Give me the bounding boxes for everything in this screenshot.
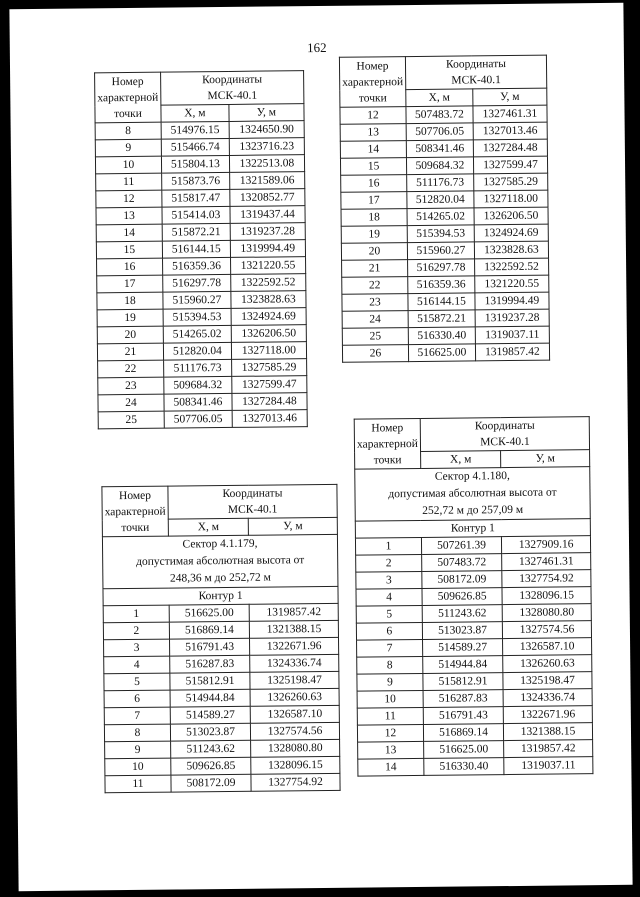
y-cell: 1324650.90 (229, 121, 304, 139)
point-number-cell: 22 (98, 360, 164, 378)
x-cell: 512820.04 (407, 191, 474, 209)
y-cell: 1328096.15 (251, 756, 340, 774)
x-cell: 515872.21 (162, 223, 230, 241)
coordinates-table-3 (101, 484, 340, 793)
y-cell: 1326206.50 (231, 325, 306, 343)
table-header (102, 484, 338, 605)
x-cell: 509684.32 (164, 376, 232, 394)
point-number-cell: 20 (341, 243, 407, 261)
x-cell: 516287.83 (423, 690, 503, 708)
y-cell: 1319857.42 (249, 603, 338, 621)
y-cell: 1327754.92 (502, 570, 591, 588)
x-cell: 514944.84 (423, 656, 503, 674)
sector-caption: Сектор 4.1.179, допустимая абсолютная высота от 248,36 м до 252,72 м (102, 534, 338, 588)
point-number-cell: 10 (105, 758, 171, 776)
point-number-cell: 14 (358, 758, 424, 776)
x-cell: 507261.39 (421, 537, 501, 555)
x-cell: 516297.78 (407, 259, 474, 277)
table-row (95, 138, 304, 157)
point-number-cell: 12 (357, 724, 423, 742)
y-cell: 1327909.16 (502, 536, 591, 554)
table-row (341, 224, 548, 243)
y-cell: 1328080.80 (251, 739, 340, 757)
y-header: У, м (248, 517, 337, 535)
x-cell: 511243.62 (422, 605, 502, 623)
y-cell: 1324336.74 (250, 654, 339, 672)
x-cell: 516297.78 (163, 274, 231, 292)
y-header: У, м (229, 104, 304, 122)
x-header: X, м (161, 104, 229, 122)
point-number-cell: 23 (98, 377, 164, 395)
point-number-cell: 19 (341, 226, 407, 244)
y-cell: 1319237.28 (475, 309, 549, 327)
table-row (98, 410, 307, 429)
y-cell: 1327574.56 (503, 621, 592, 639)
y-cell: 1327599.47 (473, 156, 547, 174)
table-row (95, 121, 304, 140)
y-cell: 1326206.50 (474, 207, 548, 225)
y-cell: 1319037.11 (475, 326, 549, 344)
y-cell: 1319037.11 (504, 757, 593, 775)
y-cell: 1319994.49 (475, 292, 549, 310)
x-cell: 515812.91 (423, 673, 503, 691)
y-cell: 1325198.47 (250, 671, 339, 689)
table-row (95, 155, 304, 174)
x-cell: 507706.05 (406, 123, 473, 141)
y-cell: 1327013.46 (473, 122, 547, 140)
point-number-cell: 23 (342, 294, 408, 312)
point-number-cell: 9 (95, 139, 161, 157)
x-cell: 516625.00 (424, 741, 504, 759)
point-number-cell: 12 (340, 107, 406, 125)
table-row (340, 156, 547, 175)
point-number-cell: 11 (96, 173, 162, 191)
x-cell: 509684.32 (406, 157, 473, 175)
table-row (96, 223, 305, 242)
coordinates-table-4 (354, 416, 594, 776)
x-cell: 509626.85 (171, 757, 251, 775)
x-cell: 508341.46 (164, 393, 232, 411)
point-number-cell: 6 (104, 690, 170, 708)
y-cell: 1321589.06 (229, 172, 304, 190)
coordinates-header: Координаты МСК-40.1 (168, 484, 337, 519)
point-number-cell: 8 (357, 656, 423, 674)
x-cell: 508341.46 (406, 140, 473, 158)
point-number-cell: 24 (98, 394, 164, 412)
point-number-header: Номер характерной точки (354, 418, 420, 469)
y-cell: 1327585.29 (231, 359, 306, 377)
table-row (96, 189, 305, 208)
point-number-header: Номер характерной точки (102, 486, 168, 537)
table-row (358, 757, 593, 776)
contour-label: Контур 1 (355, 519, 590, 538)
table-row (342, 343, 549, 362)
y-cell: 1322592.52 (231, 274, 306, 292)
y-cell: 1327118.00 (474, 190, 548, 208)
table-row (342, 275, 549, 294)
point-number-cell: 16 (341, 175, 407, 193)
y-cell: 1327118.00 (231, 342, 306, 360)
y-cell: 1328080.80 (502, 604, 591, 622)
coordinates-header: Координаты МСК-40.1 (405, 55, 546, 89)
y-cell: 1321388.15 (249, 620, 338, 638)
point-number-cell: 14 (340, 141, 406, 159)
point-number-cell: 13 (340, 124, 406, 142)
point-number-cell: 21 (97, 343, 163, 361)
point-number-cell: 24 (342, 311, 408, 329)
x-cell: 507706.05 (164, 410, 232, 428)
x-cell: 515804.13 (161, 155, 229, 173)
point-number-cell: 1 (355, 537, 421, 555)
point-number-cell: 13 (358, 741, 424, 759)
x-cell: 515960.27 (163, 291, 231, 309)
x-header: X, м (406, 89, 473, 107)
table-row (341, 241, 548, 260)
table-header (339, 55, 547, 107)
x-cell: 507483.72 (406, 106, 473, 124)
x-cell: 516144.15 (408, 293, 475, 311)
table-row (341, 190, 548, 209)
point-number-cell: 15 (96, 241, 162, 259)
point-number-cell: 6 (356, 622, 422, 640)
point-number-cell: 25 (98, 411, 164, 429)
table-row (97, 274, 306, 293)
table-row (97, 257, 306, 276)
x-cell: 514265.02 (163, 325, 231, 343)
sector-caption: Сектор 4.1.180, допустимая абсолютная высота от 252,72 м до 257,09 м (355, 467, 591, 521)
y-cell: 1326260.63 (503, 655, 592, 673)
y-cell: 1322671.96 (503, 706, 592, 724)
table-row (98, 359, 307, 378)
table-header (354, 417, 590, 538)
x-cell: 514589.27 (422, 639, 502, 657)
point-number-cell: 20 (97, 326, 163, 344)
point-number-cell: 4 (356, 588, 422, 606)
y-cell: 1322513.08 (229, 155, 304, 173)
x-cell: 516625.00 (169, 604, 249, 622)
coordinates-header: Координаты МСК-40.1 (161, 71, 304, 105)
point-number-cell: 18 (341, 209, 407, 227)
point-number-cell: 2 (103, 622, 169, 640)
contour-label: Контур 1 (103, 586, 338, 605)
x-cell: 513023.87 (170, 723, 250, 741)
x-cell: 514589.27 (170, 706, 250, 724)
x-cell: 511176.73 (164, 359, 232, 377)
x-cell: 516791.43 (423, 707, 503, 725)
point-number-cell: 22 (342, 277, 408, 295)
y-cell: 1328096.15 (502, 587, 591, 605)
x-cell: 515414.03 (162, 206, 230, 224)
x-cell: 516625.00 (408, 344, 475, 362)
point-number-cell: 10 (95, 156, 161, 174)
table-row (96, 206, 305, 225)
table-row (340, 139, 547, 158)
y-cell: 1326587.10 (250, 705, 339, 723)
point-number-cell: 14 (96, 224, 162, 242)
point-number-cell: 5 (104, 673, 170, 691)
table-row (340, 122, 547, 141)
point-number-cell: 16 (97, 258, 163, 276)
y-cell: 1327574.56 (251, 722, 340, 740)
table-row (105, 773, 340, 792)
point-number-header: Номер характерной точки (339, 57, 405, 108)
y-cell: 1325198.47 (503, 672, 592, 690)
table-row (97, 291, 306, 310)
point-number-cell: 17 (341, 192, 407, 210)
y-cell: 1327284.48 (473, 139, 547, 157)
x-header: X, м (168, 518, 248, 536)
y-header: У, м (473, 88, 547, 106)
y-cell: 1327585.29 (474, 173, 548, 191)
point-number-header: Номер характерной точки (95, 72, 161, 123)
table-header (95, 71, 305, 123)
point-number-cell: 5 (356, 605, 422, 623)
point-number-cell: 18 (97, 292, 163, 310)
coordinates-header: Координаты МСК-40.1 (420, 417, 589, 452)
y-cell: 1319237.28 (230, 223, 305, 241)
table-row (97, 342, 306, 361)
x-cell: 516869.14 (423, 724, 503, 742)
y-cell: 1324924.69 (231, 308, 306, 326)
x-cell: 516330.40 (408, 327, 475, 345)
y-cell: 1324924.69 (474, 224, 548, 242)
point-number-cell: 10 (357, 690, 423, 708)
coordinates-table-2 (339, 55, 550, 363)
x-cell: 511243.62 (171, 740, 251, 758)
x-cell: 516144.15 (162, 240, 230, 258)
x-cell: 516359.36 (162, 257, 230, 275)
table-row (342, 258, 549, 277)
point-number-cell: 8 (104, 724, 170, 742)
point-number-cell: 11 (357, 707, 423, 725)
x-cell: 514265.02 (407, 208, 474, 226)
y-cell: 1323716.23 (229, 138, 304, 156)
x-cell: 509626.85 (422, 588, 502, 606)
page-number: 162 (306, 39, 327, 56)
y-cell: 1321388.15 (504, 723, 593, 741)
point-number-cell: 9 (105, 741, 171, 759)
table-row (341, 173, 548, 192)
x-cell: 515873.76 (162, 172, 230, 190)
y-cell: 1320852.77 (230, 189, 305, 207)
y-cell: 1327599.47 (232, 376, 307, 394)
x-cell: 514976.15 (161, 121, 229, 139)
y-cell: 1326587.10 (503, 638, 592, 656)
x-cell: 516791.43 (169, 638, 249, 656)
y-cell: 1322592.52 (474, 258, 548, 276)
x-cell: 515466.74 (161, 138, 229, 156)
y-cell: 1324336.74 (503, 689, 592, 707)
point-number-cell: 7 (357, 639, 423, 657)
x-cell: 515872.21 (408, 310, 475, 328)
y-cell: 1319994.49 (230, 240, 305, 258)
table-row (342, 326, 549, 345)
y-cell: 1327461.31 (473, 105, 547, 123)
table-row (342, 309, 549, 328)
table-row (340, 105, 547, 124)
y-cell: 1327284.48 (232, 393, 307, 411)
x-cell: 515817.47 (162, 189, 230, 207)
table-row (96, 240, 305, 259)
x-cell: 516287.83 (170, 655, 250, 673)
coordinates-table-1 (94, 70, 308, 429)
point-number-cell: 12 (96, 190, 162, 208)
x-cell: 511176.73 (407, 174, 474, 192)
y-cell: 1327013.46 (232, 410, 307, 428)
table-row (97, 308, 306, 327)
point-number-cell: 8 (95, 122, 161, 140)
point-number-cell: 17 (97, 275, 163, 293)
y-cell: 1326260.63 (250, 688, 339, 706)
y-cell: 1319437.44 (230, 206, 305, 224)
x-cell: 508172.09 (171, 774, 251, 792)
table-row (98, 376, 307, 395)
point-number-cell: 9 (357, 673, 423, 691)
y-cell: 1319857.42 (504, 740, 593, 758)
x-cell: 516359.36 (408, 276, 475, 294)
y-cell: 1323828.63 (474, 241, 548, 259)
point-number-cell: 1 (103, 605, 169, 623)
table-row (341, 207, 548, 226)
point-number-cell: 13 (96, 207, 162, 225)
table-row (98, 393, 307, 412)
x-cell: 514944.84 (170, 689, 250, 707)
point-number-cell: 4 (104, 656, 170, 674)
y-cell: 1322671.96 (250, 637, 339, 655)
y-cell: 1323828.63 (231, 291, 306, 309)
x-cell: 515960.27 (407, 242, 474, 260)
y-cell: 1321220.55 (230, 257, 305, 275)
x-cell: 515394.53 (163, 308, 231, 326)
x-cell: 512820.04 (163, 342, 231, 360)
table-row (96, 172, 305, 191)
point-number-cell: 11 (105, 775, 171, 793)
point-number-cell: 7 (104, 707, 170, 725)
x-header: X, м (420, 451, 500, 469)
point-number-cell: 3 (356, 571, 422, 589)
point-number-cell: 3 (104, 639, 170, 657)
x-cell: 515812.91 (170, 672, 250, 690)
point-number-cell: 26 (342, 345, 408, 363)
y-header: У, м (501, 450, 590, 468)
point-number-cell: 25 (342, 328, 408, 346)
x-cell: 513023.87 (422, 622, 502, 640)
x-cell: 516869.14 (169, 621, 249, 639)
point-number-cell: 21 (342, 260, 408, 278)
table-row (97, 325, 306, 344)
x-cell: 508172.09 (422, 571, 502, 589)
table-row (342, 292, 549, 311)
point-number-cell: 15 (340, 158, 406, 176)
document-page (9, 3, 632, 891)
y-cell: 1327461.31 (502, 553, 591, 571)
y-cell: 1319857.42 (475, 343, 549, 361)
point-number-cell: 19 (97, 309, 163, 327)
y-cell: 1321220.55 (475, 275, 549, 293)
point-number-cell: 2 (356, 554, 422, 572)
x-cell: 515394.53 (407, 225, 474, 243)
x-cell: 516330.40 (424, 758, 504, 776)
x-cell: 507483.72 (422, 554, 502, 572)
y-cell: 1327754.92 (251, 773, 340, 791)
